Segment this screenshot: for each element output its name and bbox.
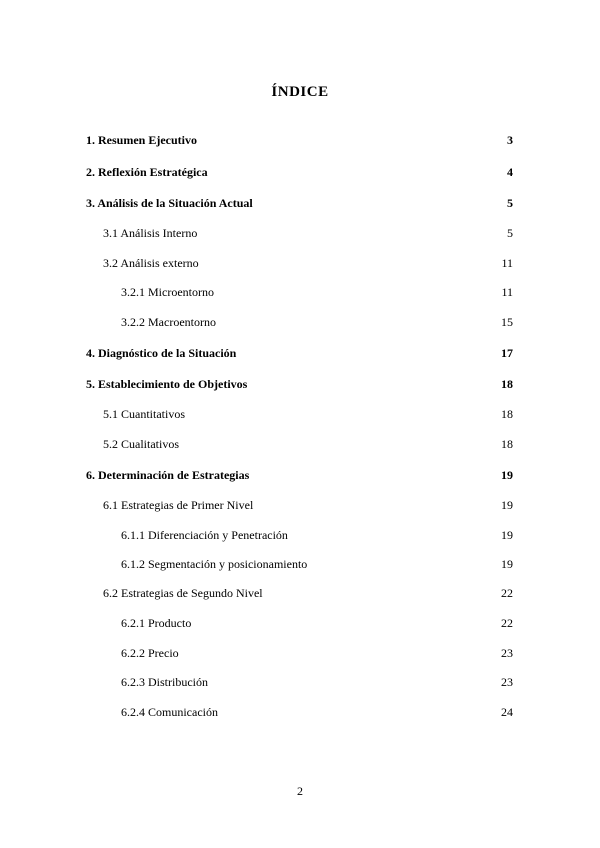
toc-entry-label: 5. Establecimiento de Objetivos (86, 377, 248, 391)
toc-entry-label: 6.1 Estrategias de Primer Nivel (103, 498, 254, 512)
toc-entry-label: 5.2 Cualitativos (103, 437, 179, 451)
toc-entry-page: 19 (501, 557, 513, 571)
page-title: ÍNDICE (271, 84, 329, 100)
toc-entry-label: 3.1 Análisis Interno (103, 226, 198, 240)
toc-entry[interactable] (0, 346, 600, 366)
toc-entry[interactable] (0, 256, 600, 276)
toc-entry-label: 6.2.4 Comunicación (121, 705, 218, 719)
toc-entry[interactable] (0, 437, 600, 457)
toc-entry[interactable] (0, 133, 600, 153)
toc-entry-label: 3. Análisis de la Situación Actual (86, 196, 253, 210)
toc-entry-page: 3 (507, 133, 513, 147)
toc-entry-page: 18 (501, 407, 513, 421)
toc-entry[interactable] (0, 586, 600, 606)
toc-entry[interactable] (0, 226, 600, 246)
toc-entry[interactable] (0, 705, 600, 725)
page-number: 2 (297, 784, 303, 798)
toc-entry-page: 4 (507, 165, 513, 179)
toc-entry[interactable] (0, 528, 600, 548)
toc-entry-page: 22 (501, 616, 513, 630)
toc-entry-page: 11 (501, 256, 513, 270)
toc-entry-page: 19 (501, 498, 513, 512)
toc-entry[interactable] (0, 407, 600, 427)
toc-entry[interactable] (0, 196, 600, 216)
toc-entry-page: 5 (507, 196, 513, 210)
toc-entry-label: 6.1.2 Segmentación y posicionamiento (121, 557, 308, 571)
toc-entry-label: 6.1.1 Diferenciación y Penetración (121, 528, 288, 542)
toc-entry-label: 6.2.3 Distribución (121, 675, 208, 689)
toc-entry-label: 3.2.1 Microentorno (121, 285, 214, 299)
toc-entry-page: 18 (501, 377, 513, 391)
toc-entry-page: 15 (501, 315, 513, 329)
toc-entry-page: 17 (501, 346, 513, 360)
toc-entry-page: 18 (501, 437, 513, 451)
toc-entry[interactable] (0, 557, 600, 577)
toc-entry-page: 23 (501, 646, 513, 660)
toc-entry-page: 23 (501, 675, 513, 689)
toc-entry-label: 6.2.2 Precio (121, 646, 179, 660)
toc-entry[interactable] (0, 675, 600, 695)
toc-entry[interactable] (0, 646, 600, 666)
toc-entry[interactable] (0, 315, 600, 335)
toc-entry-label: 2. Reflexión Estratégica (86, 165, 208, 179)
toc-entry-page: 11 (501, 285, 513, 299)
toc-entry-label: 6.2 Estrategias de Segundo Nivel (103, 586, 263, 600)
toc-entry[interactable] (0, 498, 600, 518)
toc-entry-label: 4. Diagnóstico de la Situación (86, 346, 237, 360)
toc-entry-page: 19 (501, 468, 513, 482)
toc-entry-page: 5 (507, 226, 513, 240)
toc-entry[interactable] (0, 165, 600, 185)
toc-entry-label: 3.2 Análisis externo (103, 256, 199, 270)
toc-entry-label: 1. Resumen Ejecutivo (86, 133, 197, 147)
toc-entry[interactable] (0, 468, 600, 488)
toc-entry-page: 19 (501, 528, 513, 542)
toc-entry[interactable] (0, 616, 600, 636)
toc-entry-label: 6.2.1 Producto (121, 616, 192, 630)
toc-entry-page: 22 (501, 586, 513, 600)
toc-entry-label: 5.1 Cuantitativos (103, 407, 185, 421)
toc-entry[interactable] (0, 377, 600, 397)
toc-entry-label: 3.2.2 Macroentorno (121, 315, 216, 329)
toc-entry-page: 24 (501, 705, 513, 719)
toc-entry-label: 6. Determinación de Estrategias (86, 468, 250, 482)
toc-entry[interactable] (0, 285, 600, 305)
